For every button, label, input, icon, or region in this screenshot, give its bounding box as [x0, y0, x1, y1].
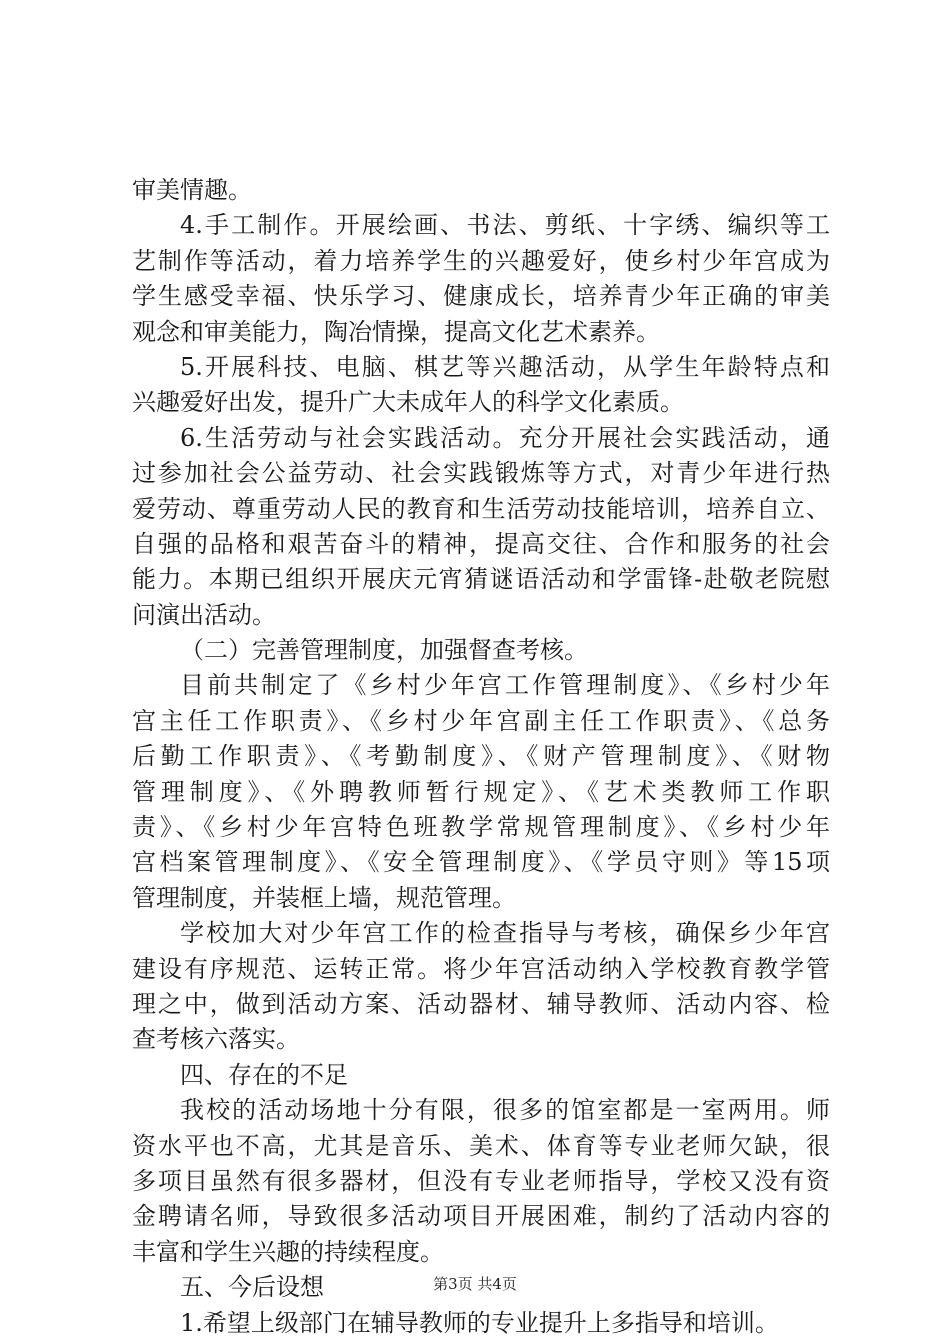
- text-line: 后勤工作职责》、《考勤制度》、《财产管理制度》、《财物: [132, 742, 830, 771]
- text-line: 资水平也不高，尤其是音乐、美术、体育等专业老师欠缺，很: [132, 1131, 830, 1160]
- text-line: （二）完善管理制度，加强督查考核。: [180, 636, 588, 665]
- text-line: 学生感受幸福、快乐学习、健康成长，培养青少年正确的审美: [132, 282, 830, 311]
- text-line: 宫档案管理制度》、《安全管理制度》、《学员守则》等15项: [132, 848, 830, 877]
- text-line: 丰富和学生兴趣的持续程度。: [132, 1237, 444, 1266]
- text-line: 管理制度》、《外聘教师暂行规定》、《艺术类教师工作职: [132, 777, 830, 806]
- text-line: 管理制度，并装框上墙，规范管理。: [132, 883, 516, 912]
- text-line: 6.生活劳动与社会实践活动。充分开展社会实践活动，通: [180, 423, 830, 452]
- text-line: 宫主任工作职责》、《乡村少年宫副主任工作职责》、《总务: [132, 706, 830, 735]
- text-line: 观念和审美能力，陶冶情操，提高文化艺术素养。: [132, 317, 660, 346]
- page-footer: 第3页 共4页: [433, 1275, 517, 1293]
- text-line: 理之中，做到活动方案、活动器材、辅导教师、活动内容、检: [132, 989, 830, 1018]
- text-line: 目前共制定了《乡村少年宫工作管理制度》、《乡村少年: [180, 671, 830, 700]
- text-line: 金聘请名师，导致很多活动项目开展困难，制约了活动内容的: [132, 1202, 830, 1231]
- text-line: 兴趣爱好出发，提升广大未成年人的科学文化素质。: [132, 388, 684, 417]
- text-line: 审美情趣。: [132, 176, 252, 204]
- text-line: 建设有序规范、运转正常。将少年宫活动纳入学校教育教学管: [132, 954, 830, 983]
- text-line: 能力。本期已组织开展庆元宵猜谜语活动和学雷锋-赴敬老院慰: [132, 565, 830, 594]
- text-line: 4.手工制作。开展绘画、书法、剪纸、十字绣、编织等工: [180, 211, 830, 240]
- text-line: 5.开展科技、电脑、棋艺等兴趣活动，从学生年龄特点和: [180, 352, 830, 381]
- text-line: 我校的活动场地十分有限，很多的馆室都是一室两用。师: [180, 1096, 830, 1125]
- text-line: 问演出活动。: [132, 600, 276, 629]
- text-line: 自强的品格和艰苦奋斗的精神，提高交往、合作和服务的社会: [132, 529, 830, 558]
- text-line: 五、今后设想: [180, 1273, 324, 1302]
- document-body: [132, 173, 830, 1341]
- text-line: 爱劳动、尊重劳动人民的教育和生活劳动技能培训，培养自立、: [132, 494, 830, 523]
- text-line: 查考核六落实。: [132, 1025, 300, 1054]
- text-line: 过参加社会公益劳动、社会实践锻炼等方式，对青少年进行热: [132, 459, 830, 488]
- text-line: 责》、《乡村少年宫特色班教学常规管理制度》、《乡村少年: [132, 813, 830, 842]
- text-line: 多项目虽然有很多器材，但没有专业老师指导，学校又没有资: [132, 1166, 830, 1195]
- text-line: 1.希望上级部门在辅导教师的专业提升上多指导和培训。: [180, 1308, 779, 1337]
- text-line: 四、存在的不足: [180, 1060, 348, 1089]
- text-line: 学校加大对少年宫工作的检查指导与考核，确保乡少年宫: [180, 919, 830, 948]
- text-line: 艺制作等活动，着力培养学生的兴趣爱好，使乡村少年宫成为: [132, 246, 830, 275]
